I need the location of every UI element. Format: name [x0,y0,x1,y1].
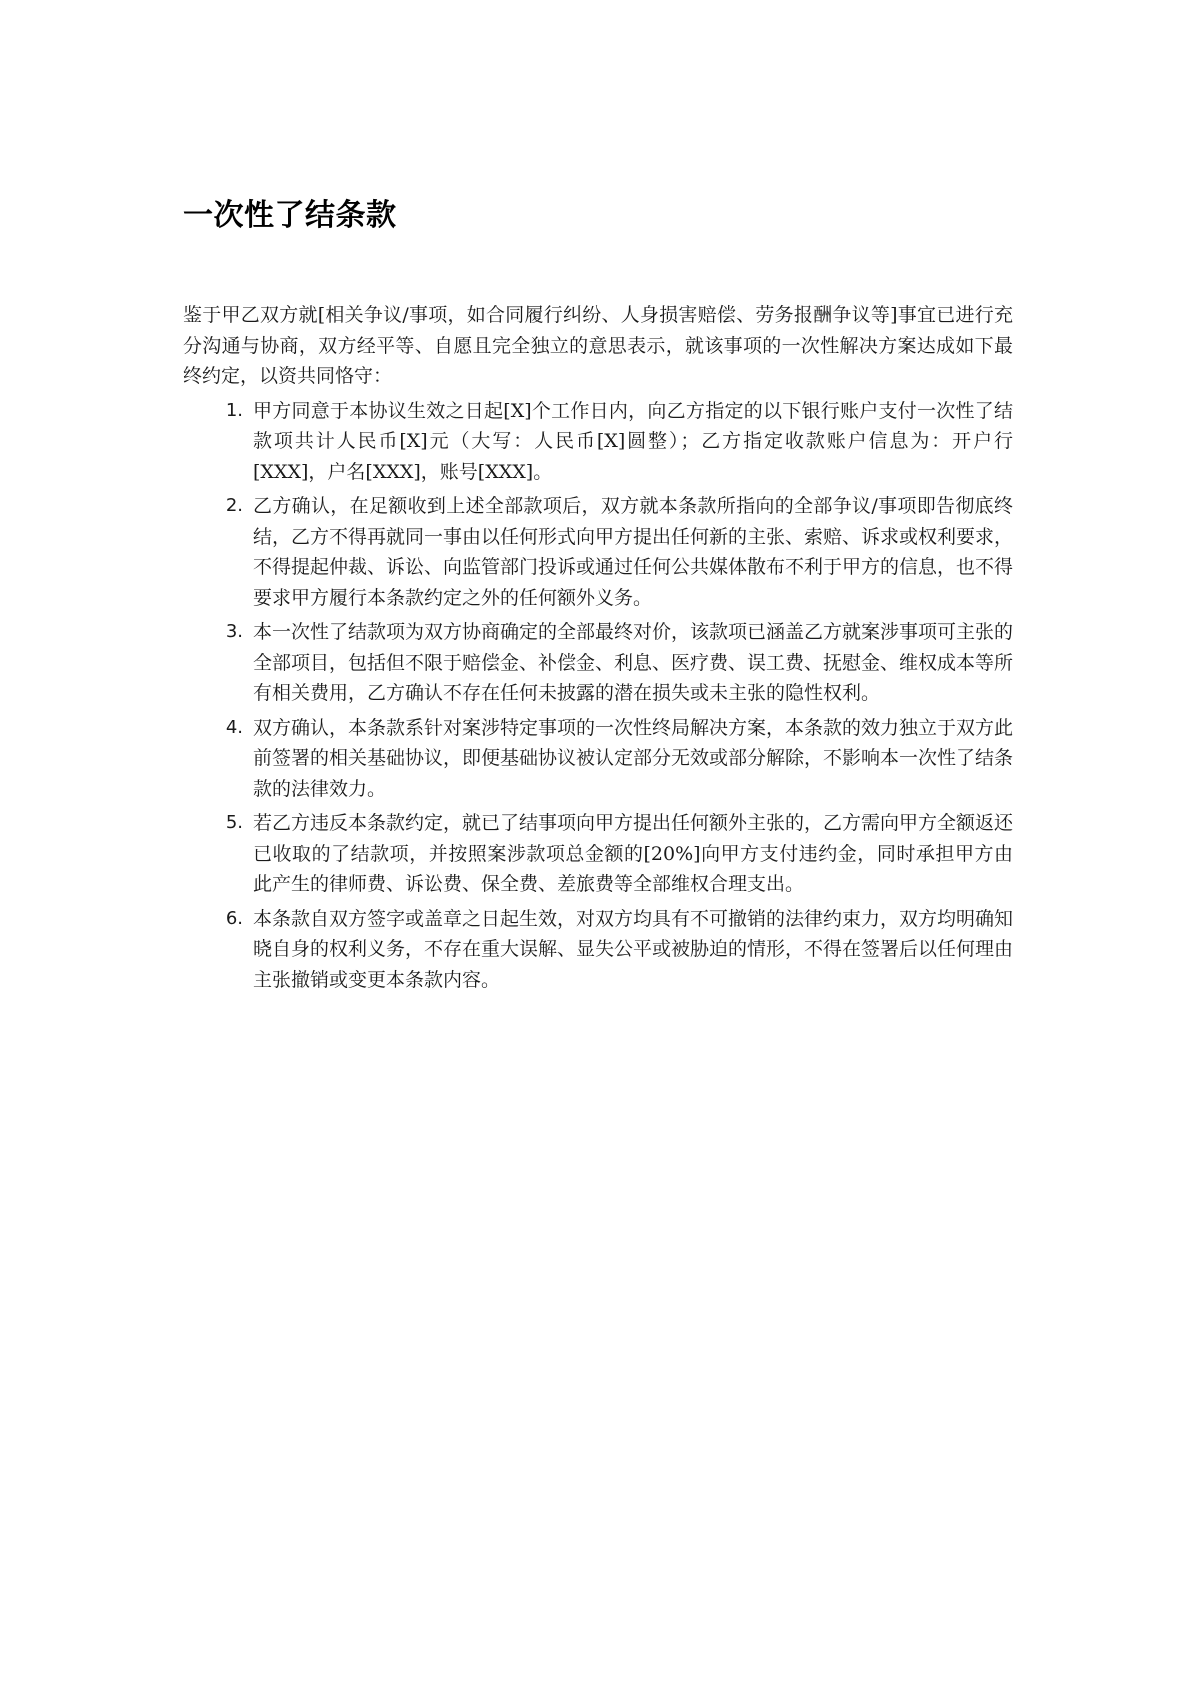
clause-text: 若乙方违反本条款约定，就已了结事项向甲方提出任何额外主张的，乙方需向甲方全额返还已收取的了结款项，并按照案涉款项总金额的[20%]向甲方支付违约金，同时承担甲方由此产生的律师费、诉讼费、保全费、差旅费等全部维权合理支出。 [253,812,1014,895]
clause-text: 甲方同意于本协议生效之日起[X]个工作日内，向乙方指定的以下银行账户支付一次性了结款项共计人民币[X]元（大写：人民币[X]圆整）；乙方指定收款账户信息为：开户行[XXX]，户名[XXX]，账号[XXX]。 [253,399,1013,483]
clause-text: 乙方确认，在足额收到上述全部款项后，双方就本条款所指向的全部争议/事项即告彻底终结，乙方不得再就同一事由以任何形式向甲方提出任何新的主张、索赔、诉求或权利要求，不得提起仲裁、诉讼、向监管部门投诉或通过任何公共媒体散布不利于甲方的信息，也不得要求甲方履行本条款约定之外的任何额外义务。 [253,495,1014,609]
clause-item-6 [183,904,1013,996]
clause-text: 本一次性了结款项为双方协商确定的全部最终对价，该款项已涵盖乙方就案涉事项可主张的全部项目，包括但不限于赔偿金、补偿金、利息、医疗费、误工费、抚慰金、维权成本等所有相关费用，乙方确认不存在任何未披露的潜在损失或未主张的隐性权利。 [253,621,1014,704]
clause-item-3 [183,617,1013,709]
clause-number: 2. [225,495,243,516]
clause-item-5 [183,808,1013,900]
clause-number: 1. [225,399,243,421]
clause-item-2 [183,491,1013,613]
clause-number: 4. [225,716,243,738]
clause-text: 本条款自双方签字或盖章之日起生效，对双方均具有不可撤销的法律约束力，双方均明确知晓自身的权利义务，不存在重大误解、显失公平或被胁迫的情形，不得在签署后以任何理由主张撤销或变更本条款内容。 [253,907,1014,991]
clause-number: 3. [225,621,243,642]
clause-number: 6. [225,907,243,929]
intro-paragraph: 鉴于甲乙双方就[相关争议/事项，如合同履行纠纷、人身损害赔偿、劳务报酬争议等]事宜已进行充分沟通与协商，双方经平等、自愿且完全独立的意思表示，就该事项的一次性解决方案达成如下最终约定，以资共同恪守： [183,304,1013,387]
document-body [183,196,1013,999]
clause-item-1 [183,396,1013,488]
document-title: 一次性了结条款 [183,198,397,233]
clause-number: 5. [225,812,243,833]
clause-item-4 [183,713,1013,805]
clause-list [183,396,1013,996]
clause-text: 双方确认，本条款系针对案涉特定事项的一次性终局解决方案，本条款的效力独立于双方此前签署的相关基础协议，即便基础协议被认定部分无效或部分解除，不影响本一次性了结条款的法律效力。 [253,716,1014,800]
